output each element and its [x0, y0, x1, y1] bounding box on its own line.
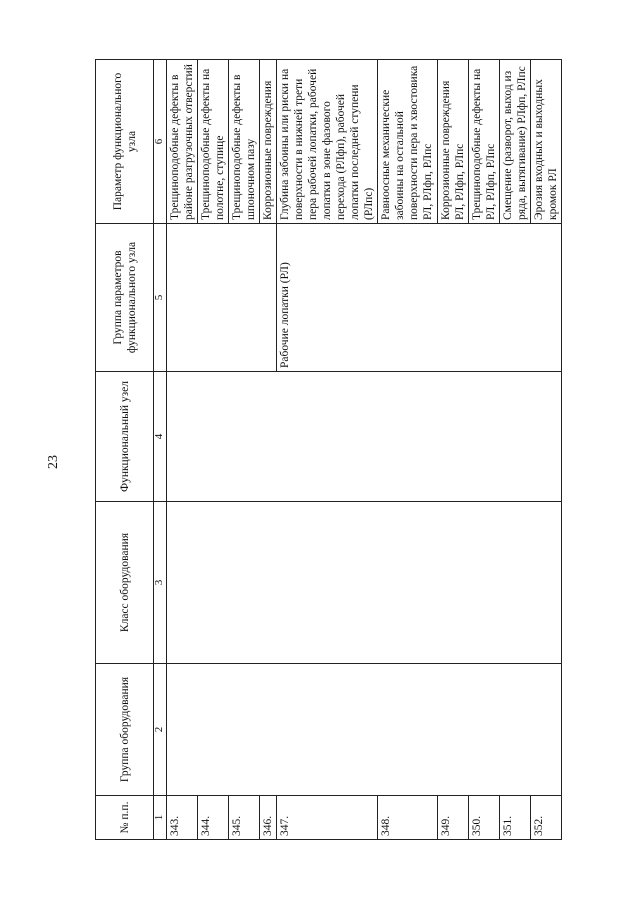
equipment-parameter-table — [95, 59, 562, 840]
row-number: 343. — [167, 796, 198, 840]
row-number: 349. — [438, 796, 469, 840]
equipment-class-cell — [167, 502, 562, 664]
header-equipment-group: Группа оборудования — [96, 664, 154, 796]
header-equipment-class: Класс оборудования — [96, 502, 154, 664]
row-number: 344. — [198, 796, 229, 840]
row-number: 345. — [229, 796, 260, 840]
equipment-group-cell — [167, 664, 562, 796]
parameter-cell: Трещиноподобные дефекты на полотне, ступице — [198, 60, 229, 224]
row-number: 352. — [531, 796, 562, 840]
parameter-cell: Трещиноподобные дефекты в районе разгрузочных отверстий — [167, 60, 198, 224]
column-number: 1 — [154, 796, 167, 840]
page-number: 23 — [46, 455, 61, 469]
parameter-cell: Эрозия входных и выходных кромок РЛ — [531, 60, 562, 224]
parameter-cell: Смещение (разворот, выход из ряда, вытягивание) РЛфп, РЛпс — [500, 60, 531, 224]
rotated-table-container — [95, 60, 559, 840]
row-number: 346. — [260, 796, 277, 840]
row-number: 348. — [378, 796, 438, 840]
column-number-row — [154, 60, 167, 840]
header-row — [96, 60, 154, 840]
parameter-cell: Трещиноподобные дефекты на РЛ, РЛфп, РЛпс — [469, 60, 500, 224]
column-number: 2 — [154, 664, 167, 796]
parameter-group-cell-empty — [167, 224, 277, 372]
row-number: 347. — [277, 796, 378, 840]
row-number: 351. — [500, 796, 531, 840]
parameter-cell: Коррозионные повреждения РЛ, РЛфп, РЛпс — [438, 60, 469, 224]
column-number: 4 — [154, 372, 167, 502]
functional-unit-cell — [167, 372, 562, 502]
row-number: 350. — [469, 796, 500, 840]
header-number: № п.п. — [96, 796, 154, 840]
header-functional-unit: Функциональный узел — [96, 372, 154, 502]
parameter-cell: Коррозионные повреждения — [260, 60, 277, 224]
column-number: 5 — [154, 224, 167, 372]
header-parameter-group: Группа параметров функционального узла — [96, 224, 154, 372]
parameter-group-cell: Рабочие лопатки (РЛ) — [277, 224, 562, 372]
header-parameter: Параметр функционального узла — [96, 60, 154, 224]
parameter-cell: Глубина забоины или риски на поверхности в нижней трети пера рабочей лопатки, рабочей лопатки в зоне фазового перехода (РЛфп), рабочей лопатки последней ступени (РЛпс) — [277, 60, 378, 224]
column-number: 6 — [154, 60, 167, 224]
parameter-cell: Трещиноподобные дефекты в шпоночном пазу — [229, 60, 260, 224]
table-row — [167, 60, 198, 840]
parameter-cell: Равноосные механические забоины на остальной поверхности пера и хвостовика РЛ, РЛфп, РЛпс — [378, 60, 438, 224]
column-number: 3 — [154, 502, 167, 664]
